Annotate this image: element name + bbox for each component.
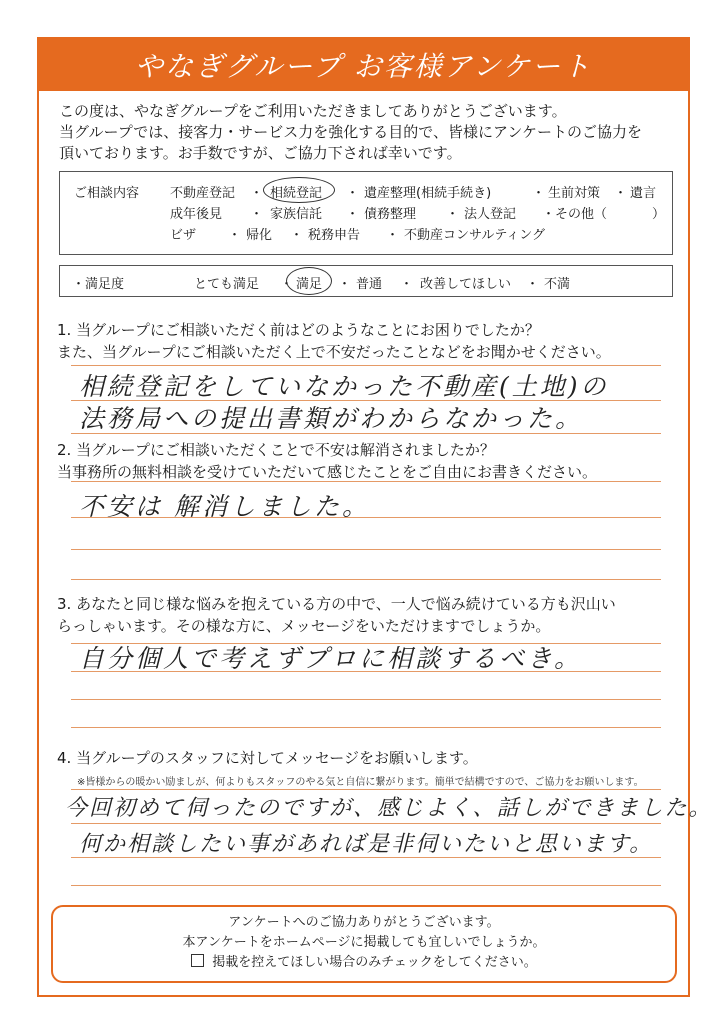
separator: ・ xyxy=(446,207,460,222)
handwritten-answer: 不安は 解消しました。 xyxy=(79,492,370,521)
answer-line xyxy=(71,481,661,482)
consult-option[interactable]: 法人登記 xyxy=(464,207,517,222)
footer-checkbox-row xyxy=(53,953,675,973)
handwritten-answer: 何か相談したい事があれば是非伺いたいと思います。 xyxy=(79,832,654,857)
satisfaction-box xyxy=(59,265,673,297)
separator: ・ xyxy=(280,277,294,292)
answer-line xyxy=(71,885,661,886)
consult-option-selected[interactable]: 相続登記 xyxy=(270,186,323,201)
satisfaction-option[interactable]: 普通 xyxy=(356,277,383,292)
consult-option-other[interactable]: ・その他（ xyxy=(542,207,608,222)
consult-label: ご相談内容 xyxy=(74,186,140,201)
consult-option[interactable]: 不動産コンサルティング xyxy=(404,228,546,243)
question-3 xyxy=(57,593,677,637)
question-text: らっしゃいます。その様な方に、メッセージをいただけますでしょうか。 xyxy=(57,617,551,635)
intro-line: 頂いております。お手数ですが、ご協力下されば幸いです。 xyxy=(59,144,462,162)
footer-thanks: アンケートへのご協力ありがとうございます。 xyxy=(228,915,500,930)
answer-line xyxy=(71,365,661,366)
question-note: ※皆様からの暖かい励ましが、何よりもスタッフのやる気と自信に繋がります。簡単で結構ですので、ご協力をお願いします。 xyxy=(77,777,644,788)
separator: ・ xyxy=(400,277,414,292)
survey-sheet xyxy=(37,37,713,997)
consult-option[interactable]: 遺言 xyxy=(630,186,657,201)
consult-option[interactable]: 不動産登記 xyxy=(170,186,236,201)
answer-line xyxy=(71,517,661,518)
intro-line: 当グループでは、接客力・サービス力を強化する目的で、皆様にアンケートのご協力を xyxy=(59,123,643,141)
question-4 xyxy=(57,747,677,769)
answer-line xyxy=(71,671,661,672)
footer-box xyxy=(51,905,677,983)
consultation-box xyxy=(59,171,673,255)
checkbox-label: 掲載を控えてほしい場合のみチェックをしてください。 xyxy=(212,955,537,970)
question-text: 当事務所の無料相談を受けていただいて感じたことをご自由にお書きください。 xyxy=(57,463,598,481)
intro-line: この度は、やなぎグループをご利用いただきましてありがとうございます。 xyxy=(59,102,567,120)
paren-close: ） xyxy=(652,207,666,222)
separator: ・ xyxy=(614,186,628,201)
separator: ・ xyxy=(250,207,264,222)
answer-line xyxy=(71,433,661,434)
answer-line xyxy=(71,699,661,700)
separator: ・ xyxy=(228,228,242,243)
consult-option[interactable]: ビザ xyxy=(170,228,197,243)
consult-option[interactable]: 税務申告 xyxy=(308,228,361,243)
consult-option[interactable]: 家族信託 xyxy=(270,207,323,222)
separator: ・ xyxy=(386,228,400,243)
answer-line xyxy=(71,549,661,550)
answer-line xyxy=(71,823,661,824)
handwritten-answer: 今回初めて伺ったのですが、感じよく、話しができました。 xyxy=(65,796,713,821)
question-text: 3. あなたと同じ様な悩みを抱えている方の中で、一人で悩み続けている方も沢山い xyxy=(57,595,616,613)
intro-text xyxy=(59,101,679,164)
separator: ・ xyxy=(290,228,304,243)
consult-option[interactable]: 成年後見 xyxy=(170,207,223,222)
separator: ・ xyxy=(346,186,360,201)
question-1 xyxy=(57,319,677,363)
publish-opt-out-checkbox[interactable] xyxy=(191,954,204,967)
satisfaction-option[interactable]: 改善してほしい xyxy=(420,277,512,292)
answer-line xyxy=(71,579,661,580)
consult-option[interactable]: 遺産整理(相続手続き) xyxy=(364,186,492,201)
question-text: また、当グループにご相談いただく上で不安だったことなどをお聞かせください。 xyxy=(57,343,611,361)
selection-circle xyxy=(286,267,332,295)
question-text: 1. 当グループにご相談いただく前はどのようなことにお困りでしたか？ xyxy=(57,321,540,339)
answer-line xyxy=(71,789,661,790)
separator: ・ xyxy=(346,207,360,222)
question-text: 4. 当グループのスタッフに対してメッセージをお願いします。 xyxy=(57,749,478,767)
satisfaction-option[interactable]: 不満 xyxy=(544,277,571,292)
selection-circle xyxy=(263,177,335,203)
separator: ・ xyxy=(532,186,546,201)
question-2 xyxy=(57,439,677,483)
satisfaction-option-selected[interactable]: 満足 xyxy=(296,277,323,292)
separator: ・ xyxy=(526,277,540,292)
answer-line xyxy=(71,727,661,728)
handwritten-answer: 相続登記をしていなかった不動産(土地)の xyxy=(79,372,609,401)
survey-title: やなぎグループ お客様アンケート xyxy=(39,39,688,91)
answer-line xyxy=(71,857,661,858)
consult-option[interactable]: 帰化 xyxy=(246,228,273,243)
handwritten-answer: 自分個人で考えずプロに相談するべき。 xyxy=(79,644,583,673)
consult-option[interactable]: 債務整理 xyxy=(364,207,417,222)
consult-option[interactable]: 生前対策 xyxy=(548,186,601,201)
separator: ・ xyxy=(250,186,264,201)
handwritten-answer: 法務局への提出書類がわからなかった。 xyxy=(79,404,584,433)
satisfaction-label: ・満足度 xyxy=(72,277,125,292)
satisfaction-option[interactable]: とても満足 xyxy=(194,277,260,292)
question-text: 2. 当グループにご相談いただくことで不安は解消されましたか？ xyxy=(57,441,495,459)
separator: ・ xyxy=(338,277,352,292)
footer-question: 本アンケートをホームページに掲載しても宜しいでしょうか。 xyxy=(182,935,546,950)
